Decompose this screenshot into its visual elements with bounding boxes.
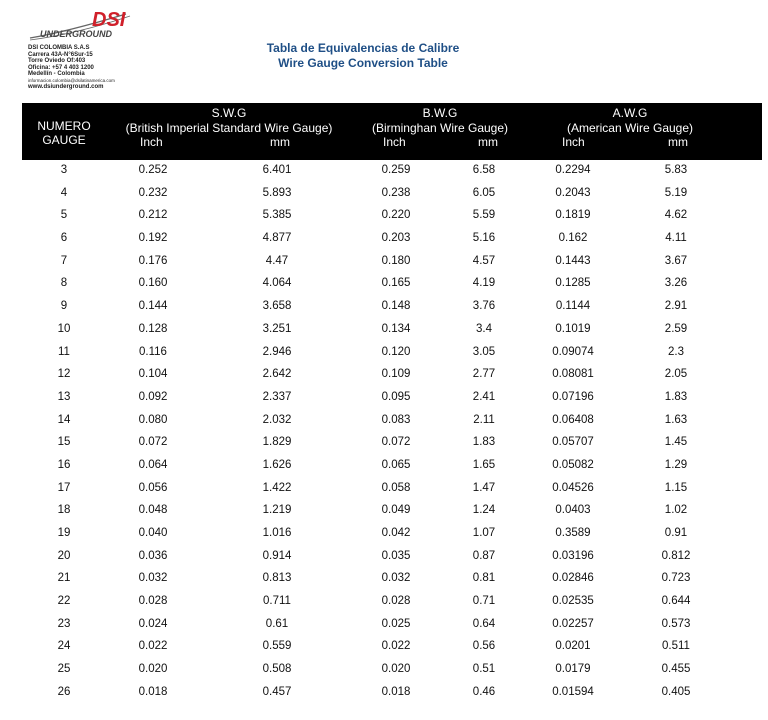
awg-mm-cell: 4.62 <box>664 209 688 222</box>
swg-mm-cell: 6.401 <box>262 164 292 176</box>
swg-mm-cell: 5.385 <box>262 209 292 222</box>
swg-mm-cell: 3.658 <box>262 300 292 313</box>
gauge-number-cell: 23 <box>57 617 71 630</box>
gauge-number-cell: 7 <box>60 254 68 267</box>
gauge-number-cell: 21 <box>57 572 71 585</box>
bwg-inch-cell: 0.065 <box>381 458 411 471</box>
awg-mm-cell: 2.91 <box>664 300 688 313</box>
table-row <box>22 546 762 569</box>
swg-inch-cell: 0.176 <box>138 254 168 267</box>
awg-inch-cell: 0.03196 <box>552 549 594 562</box>
table-row <box>22 682 762 705</box>
table-row <box>22 410 762 433</box>
bwg-inch-cell: 0.020 <box>381 663 411 676</box>
company-name: DSI COLOMBIA S.A.S <box>28 45 90 51</box>
awg-mm-cell: 3.26 <box>664 277 688 290</box>
swg-mm-cell: 1.422 <box>262 481 292 494</box>
table-row <box>22 432 762 455</box>
swg-mm-cell: 0.559 <box>262 640 292 653</box>
awg-inch-cell: 0.02257 <box>552 617 594 630</box>
bwg-mm-cell: 1.83 <box>472 436 496 449</box>
swg-mm-cell: 4.47 <box>265 254 289 267</box>
awg-mm-cell: 1.63 <box>664 413 688 426</box>
bwg-mm-cell: 3.76 <box>472 300 496 313</box>
swg-mm-cell: 2.337 <box>262 390 292 403</box>
swg-inch-cell: 0.128 <box>138 322 168 335</box>
awg-inch-cell: 0.05707 <box>552 436 594 449</box>
swg-mm-cell: 0.61 <box>265 617 289 630</box>
gauge-number-cell: 19 <box>57 527 71 539</box>
swg-inch-cell: 0.064 <box>138 458 168 471</box>
logo-dsi-text: DSI <box>92 9 126 31</box>
company-city: Medellín - Colombia <box>28 71 85 77</box>
bwg-mm-cell: 0.71 <box>472 595 496 608</box>
bwg-inch-cell: 0.018 <box>381 685 411 698</box>
awg-inch-cell: 0.2294 <box>555 164 591 176</box>
awg-inch-cell: 0.0201 <box>555 640 591 653</box>
title-english: Wire Gauge Conversion Table <box>278 56 448 70</box>
awg-mm-cell: 4.11 <box>665 232 687 245</box>
gauge-header-line1: NUMERO <box>37 119 91 133</box>
bwg-header-desc: (Birminghan Wire Gauge) <box>371 121 509 135</box>
gauge-number-cell: 8 <box>60 277 68 290</box>
awg-inch-cell: 0.1019 <box>555 322 591 335</box>
bwg-inch-cell: 0.148 <box>381 300 411 313</box>
bwg-mm-cell: 0.46 <box>472 685 496 698</box>
swg-inch-cell: 0.160 <box>138 277 168 290</box>
bwg-mm-cell: 2.77 <box>472 368 496 381</box>
swg-mm-cell: 0.813 <box>262 572 292 585</box>
bwg-inch-cell: 0.028 <box>381 595 411 608</box>
bwg-mm-cell: 5.59 <box>472 209 496 222</box>
swg-mm-cell: 5.893 <box>262 186 292 199</box>
bwg-mm-cell: 1.47 <box>472 481 496 494</box>
gauge-number-cell: 5 <box>60 209 68 222</box>
bwg-header-inch: Inch <box>383 135 406 149</box>
gauge-number-cell: 24 <box>57 640 71 653</box>
bwg-inch-cell: 0.259 <box>381 164 411 176</box>
table-row <box>22 205 762 228</box>
swg-mm-cell: 0.457 <box>262 685 292 698</box>
swg-inch-cell: 0.048 <box>138 504 168 517</box>
table-row <box>22 319 762 342</box>
table-header <box>22 103 762 160</box>
awg-inch-cell: 0.02846 <box>552 572 594 585</box>
swg-mm-cell: 0.508 <box>262 663 292 676</box>
swg-mm-cell: 1.829 <box>262 436 292 449</box>
awg-mm-cell: 5.19 <box>664 186 688 199</box>
gauge-number-cell: 20 <box>57 549 71 562</box>
bwg-inch-cell: 0.042 <box>381 527 411 539</box>
awg-mm-cell: 1.83 <box>664 390 688 403</box>
swg-inch-cell: 0.116 <box>139 345 167 358</box>
awg-header-name: A.W.G <box>612 106 648 120</box>
bwg-inch-cell: 0.058 <box>381 481 411 494</box>
awg-mm-cell: 2.3 <box>668 345 684 358</box>
swg-mm-cell: 2.946 <box>262 345 292 358</box>
table-row <box>22 455 762 478</box>
company-address-2: Torre Oviedo Of:403 <box>28 58 86 64</box>
awg-mm-cell: 0.573 <box>661 617 691 630</box>
awg-inch-cell: 0.09074 <box>552 345 594 358</box>
awg-inch-cell: 0.1285 <box>555 277 591 290</box>
company-address-1: Carrera 43A-N°6Sur-15 <box>28 51 93 58</box>
awg-inch-cell: 0.06408 <box>552 413 594 426</box>
swg-inch-cell: 0.232 <box>138 186 168 199</box>
awg-mm-cell: 1.29 <box>664 458 688 471</box>
bwg-inch-cell: 0.083 <box>381 413 411 426</box>
awg-inch-cell: 0.3589 <box>555 527 591 539</box>
table-row <box>22 228 762 251</box>
table-row <box>22 614 762 637</box>
dsi-underground-logo <box>26 4 136 44</box>
bwg-mm-cell: 3.4 <box>476 322 492 335</box>
swg-mm-cell: 3.251 <box>262 322 292 335</box>
gauge-number-cell: 15 <box>57 436 71 449</box>
gauge-number-cell: 14 <box>57 413 71 426</box>
awg-mm-cell: 5.83 <box>664 164 688 176</box>
awg-inch-cell: 0.0179 <box>555 663 591 676</box>
bwg-mm-cell: 1.07 <box>472 527 496 539</box>
bwg-inch-cell: 0.095 <box>381 390 411 403</box>
gauge-number-cell: 6 <box>60 232 68 245</box>
bwg-mm-cell: 0.51 <box>472 663 496 676</box>
swg-inch-cell: 0.028 <box>138 595 168 608</box>
awg-inch-cell: 0.162 <box>558 232 588 245</box>
awg-inch-cell: 0.08081 <box>552 368 594 381</box>
company-web[interactable]: www.dsiunderground.com <box>28 84 104 90</box>
table-row <box>22 183 762 206</box>
awg-inch-cell: 0.0403 <box>555 504 591 517</box>
gauge-number-cell: 16 <box>57 458 71 471</box>
swg-inch-cell: 0.104 <box>138 368 168 381</box>
bwg-inch-cell: 0.022 <box>381 640 411 653</box>
table-row <box>22 251 762 274</box>
bwg-inch-cell: 0.025 <box>381 617 411 630</box>
bwg-mm-cell: 0.56 <box>472 640 496 653</box>
bwg-mm-cell: 2.41 <box>472 390 496 403</box>
swg-mm-cell: 4.064 <box>262 277 292 290</box>
swg-inch-cell: 0.252 <box>138 164 168 176</box>
bwg-inch-cell: 0.134 <box>381 322 411 335</box>
gauge-number-cell: 18 <box>57 504 71 517</box>
awg-mm-cell: 1.02 <box>664 504 688 517</box>
bwg-mm-cell: 5.16 <box>472 232 496 245</box>
table-row <box>22 478 762 501</box>
table-row <box>22 160 762 183</box>
bwg-mm-cell: 0.87 <box>472 549 496 562</box>
gauge-number-cell: 4 <box>60 186 68 199</box>
bwg-mm-cell: 6.05 <box>472 186 496 199</box>
swg-inch-cell: 0.192 <box>138 232 168 245</box>
gauge-number-cell: 3 <box>60 164 68 176</box>
logo-underground-text: UNDERGROUND <box>40 29 112 39</box>
swg-mm-cell: 0.711 <box>263 595 291 608</box>
table-row <box>22 636 762 659</box>
bwg-inch-cell: 0.180 <box>381 254 411 267</box>
bwg-mm-cell: 2.11 <box>473 413 495 426</box>
table-row <box>22 523 762 546</box>
awg-header-desc: (American Wire Gauge) <box>566 121 694 135</box>
table-row <box>22 342 762 365</box>
awg-mm-cell: 0.405 <box>661 685 691 698</box>
bwg-inch-cell: 0.109 <box>381 368 411 381</box>
bwg-inch-cell: 0.072 <box>381 436 411 449</box>
swg-inch-cell: 0.024 <box>138 617 168 630</box>
swg-inch-cell: 0.056 <box>138 481 168 494</box>
bwg-inch-cell: 0.120 <box>381 345 411 358</box>
swg-inch-cell: 0.018 <box>138 685 168 698</box>
swg-mm-cell: 1.016 <box>262 527 292 539</box>
awg-mm-cell: 0.812 <box>661 549 691 562</box>
gauge-number-cell: 17 <box>57 481 71 494</box>
awg-header-mm: mm <box>668 135 688 149</box>
awg-mm-cell: 3.67 <box>664 254 688 267</box>
swg-header-mm: mm <box>270 135 290 149</box>
bwg-mm-cell: 3.05 <box>472 345 496 358</box>
swg-inch-cell: 0.022 <box>138 640 168 653</box>
table-row <box>22 273 762 296</box>
title-spanish: Tabla de Equivalencias de Calibre <box>266 41 460 55</box>
gauge-header-line2: GAUGE <box>42 133 86 147</box>
awg-inch-cell: 0.1443 <box>555 254 591 267</box>
table-row <box>22 591 762 614</box>
awg-inch-cell: 0.1144 <box>555 300 591 313</box>
bwg-inch-cell: 0.035 <box>381 549 411 562</box>
swg-inch-cell: 0.032 <box>138 572 168 585</box>
awg-inch-cell: 0.02535 <box>552 595 594 608</box>
swg-inch-cell: 0.040 <box>138 527 168 539</box>
swg-header-inch: Inch <box>140 135 163 149</box>
gauge-number-cell: 25 <box>57 663 71 676</box>
awg-mm-cell: 0.511 <box>662 640 690 653</box>
awg-mm-cell: 0.644 <box>661 595 691 608</box>
swg-header-name: S.W.G <box>211 106 247 120</box>
swg-inch-cell: 0.144 <box>138 300 168 313</box>
company-email[interactable]: informacion.colombia@dsilatinamerica.com <box>28 77 115 83</box>
bwg-inch-cell: 0.220 <box>381 209 411 222</box>
swg-mm-cell: 1.626 <box>262 458 292 471</box>
swg-inch-cell: 0.072 <box>138 436 168 449</box>
bwg-mm-cell: 6.58 <box>472 164 496 176</box>
gauge-number-cell: 10 <box>57 322 71 335</box>
gauge-number-cell: 12 <box>57 368 71 381</box>
swg-inch-cell: 0.020 <box>138 663 168 676</box>
bwg-mm-cell: 0.81 <box>472 572 496 585</box>
gauge-number-cell: 26 <box>57 685 71 698</box>
awg-inch-cell: 0.04526 <box>552 481 594 494</box>
gauge-header <box>36 119 92 147</box>
gauge-number-cell: 22 <box>57 595 71 608</box>
bwg-mm-cell: 1.65 <box>472 458 496 471</box>
table-row <box>22 659 762 682</box>
awg-mm-cell: 2.05 <box>664 368 688 381</box>
conversion-table <box>22 160 762 705</box>
awg-inch-cell: 0.07196 <box>552 390 594 403</box>
bwg-inch-cell: 0.203 <box>381 232 411 245</box>
awg-inch-cell: 0.05082 <box>552 458 594 471</box>
awg-mm-cell: 1.45 <box>664 436 688 449</box>
awg-inch-cell: 0.2043 <box>555 186 591 199</box>
awg-header-inch: Inch <box>562 135 585 149</box>
awg-inch-cell: 0.1819 <box>555 209 591 222</box>
company-phone: Oficina: +57 4 403 1200 <box>28 64 94 71</box>
table-row <box>22 364 762 387</box>
gauge-number-cell: 9 <box>60 300 68 313</box>
gauge-number-cell: 11 <box>58 345 70 358</box>
awg-mm-cell: 0.91 <box>664 527 688 539</box>
bwg-mm-cell: 1.24 <box>472 504 496 517</box>
bwg-inch-cell: 0.165 <box>381 277 411 290</box>
bwg-inch-cell: 0.238 <box>381 186 411 199</box>
bwg-header-mm: mm <box>478 135 498 149</box>
gauge-number-cell: 13 <box>57 390 71 403</box>
awg-mm-cell: 0.723 <box>661 572 691 585</box>
awg-inch-cell: 0.01594 <box>552 685 594 698</box>
company-info <box>28 45 115 91</box>
swg-mm-cell: 2.642 <box>262 368 292 381</box>
bwg-header-name: B.W.G <box>422 106 458 120</box>
swg-inch-cell: 0.212 <box>138 209 168 222</box>
swg-mm-cell: 2.032 <box>262 413 292 426</box>
swg-mm-cell: 0.914 <box>262 549 292 562</box>
bwg-mm-cell: 4.57 <box>472 254 496 267</box>
swg-inch-cell: 0.080 <box>138 413 168 426</box>
table-row <box>22 500 762 523</box>
table-row <box>22 568 762 591</box>
swg-mm-cell: 1.219 <box>262 504 292 517</box>
bwg-inch-cell: 0.049 <box>381 504 411 517</box>
swg-mm-cell: 4.877 <box>262 232 292 245</box>
table-row <box>22 387 762 410</box>
bwg-mm-cell: 4.19 <box>472 277 496 290</box>
document-title <box>200 41 526 71</box>
swg-header-desc: (British Imperial Standard Wire Gauge) <box>125 121 333 135</box>
bwg-mm-cell: 0.64 <box>472 617 496 630</box>
awg-mm-cell: 0.455 <box>661 663 691 676</box>
awg-mm-cell: 2.59 <box>664 322 688 335</box>
table-row <box>22 296 762 319</box>
awg-mm-cell: 1.15 <box>664 481 688 494</box>
swg-inch-cell: 0.036 <box>138 549 168 562</box>
swg-inch-cell: 0.092 <box>138 390 168 403</box>
bwg-inch-cell: 0.032 <box>381 572 411 585</box>
